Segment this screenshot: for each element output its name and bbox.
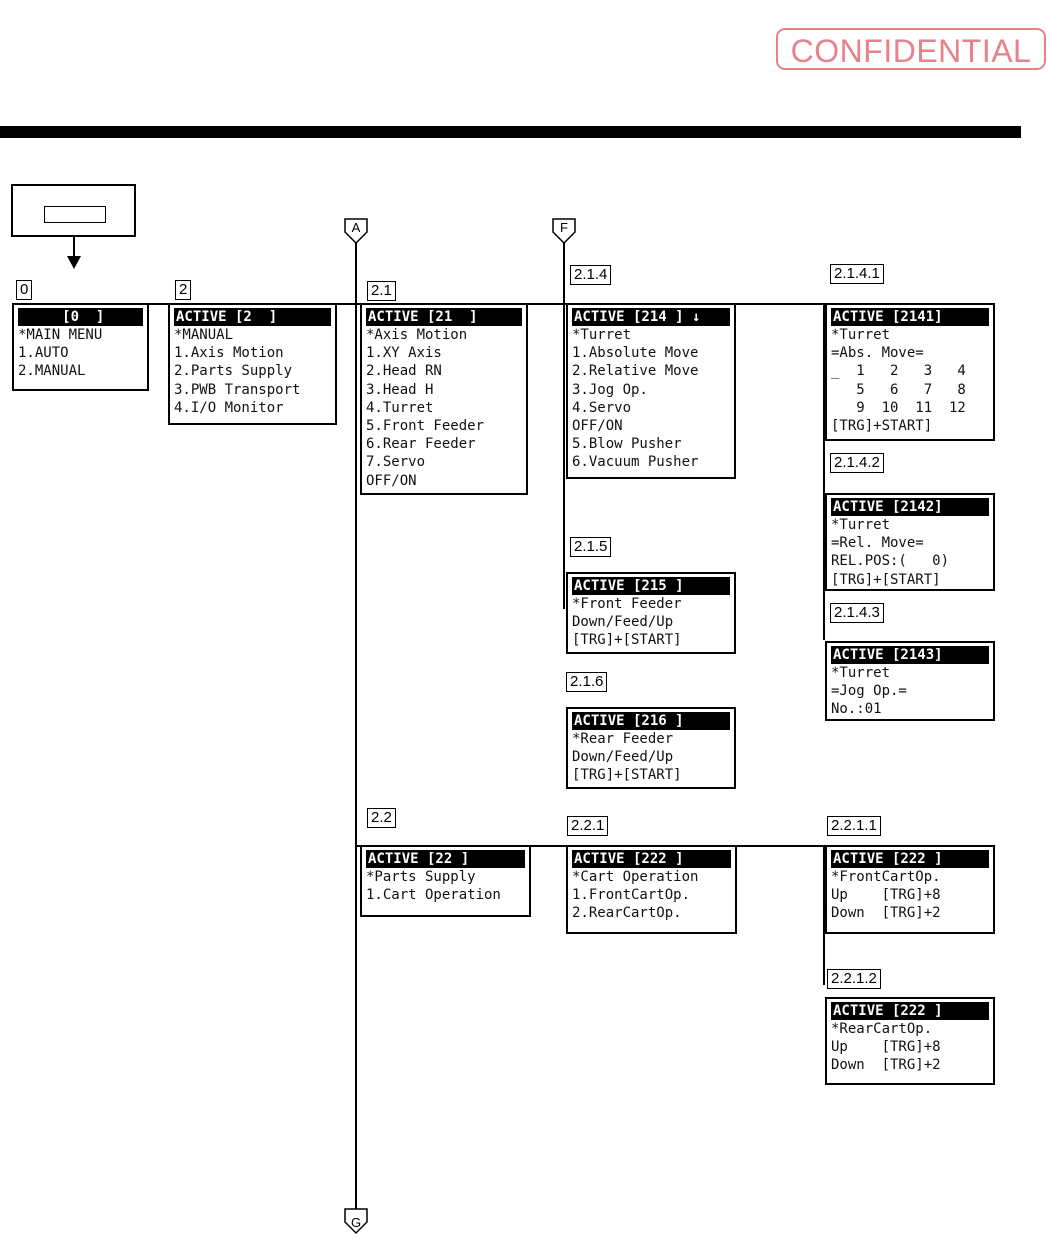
screen-header: ACTIVE [222 ] [572, 850, 731, 868]
section-label-2-2-1: 2.2.1 [567, 816, 608, 836]
screen-2-1-axis-motion [360, 303, 528, 495]
screen-header: ACTIVE [216 ] [572, 712, 730, 730]
screen-line: *MANUAL [174, 327, 234, 343]
screen-2-1-4-2-rel-move [825, 493, 995, 591]
screen-line: *RearCartOp. [831, 1021, 933, 1037]
down-arrow-icon [66, 255, 82, 271]
screen-2-1-5-front-feeder [566, 572, 736, 654]
section-label-2: 2 [175, 280, 191, 300]
screen-line: 3.PWB Transport [174, 381, 301, 398]
screen-line: REL.POS:( 0) [831, 553, 950, 570]
section-label-2-1-4-2: 2.1.4.2 [830, 453, 884, 473]
screen-header: [0 ] [18, 308, 143, 326]
section-label-2-2-1-2: 2.2.1.2 [827, 969, 881, 989]
screen-line: 1.AUTO [18, 345, 69, 362]
screen-line: 2.Head RN [366, 363, 442, 380]
screen-line: *Front Feeder [572, 596, 682, 612]
screen-2-1-4-1-abs-move [825, 303, 995, 441]
header-rule [0, 126, 1021, 138]
screen-line: *Rear Feeder [572, 731, 674, 747]
connector-f-icon [552, 218, 576, 244]
screen-line: *Turret [831, 665, 891, 681]
screen-line: 1.XY Axis [366, 345, 442, 362]
screen-line: [TRG]+START] [831, 417, 933, 434]
screen-line: Up [TRG]+8 [831, 887, 941, 904]
screen-line: 6.Rear Feeder [366, 436, 476, 453]
connector-g-icon [344, 1208, 368, 1235]
screen-line: 1.FrontCartOp. [572, 887, 691, 904]
screen-line: 2.MANUAL [18, 363, 86, 380]
screen-2-1-4-turret [566, 303, 736, 479]
screen-line: 5 6 7 8 [831, 381, 966, 398]
screen-line: 6.Vacuum Pusher [572, 454, 699, 471]
section-label-2-1-4-3: 2.1.4.3 [830, 603, 884, 623]
screen-line: *Turret [831, 517, 891, 533]
screen-line: 7.Servo [366, 454, 426, 471]
screen-2-1-4-3-jog-op [825, 641, 995, 721]
screen-line: 4.I/O Monitor [174, 399, 284, 416]
screen-header: ACTIVE [22 ] [366, 850, 525, 868]
screen-line: Down [TRG]+2 [831, 905, 941, 922]
screen-line: 1.Absolute Move [572, 345, 699, 362]
section-label-2-1-6: 2.1.6 [566, 672, 607, 692]
screen-line: Down/Feed/Up [572, 749, 674, 766]
section-label-2-1: 2.1 [367, 281, 396, 301]
section-label-2-2-1-1: 2.2.1.1 [827, 816, 881, 836]
screen-line: *Axis Motion [366, 327, 468, 343]
screen-line: =Abs. Move= [831, 345, 924, 362]
connector-a-icon [344, 218, 368, 244]
screen-header: ACTIVE [2 ] [174, 308, 331, 326]
screen-line: 2.Parts Supply [174, 363, 293, 380]
screen-2-2-1-cart-operation [566, 845, 737, 934]
section-label-2-1-4: 2.1.4 [570, 265, 611, 285]
screen-line: OFF/ON [572, 417, 623, 434]
connector-a-label: A [351, 220, 361, 235]
spine-f-line [563, 241, 565, 609]
screen-line: =Rel. Move= [831, 535, 924, 552]
screen-header: ACTIVE [21 ] [366, 308, 522, 326]
screen-line: *FrontCartOp. [831, 869, 941, 885]
screen-line: *Turret [831, 327, 891, 343]
screen-line: [TRG]+[START] [572, 632, 682, 649]
screen-line: 3.Jog Op. [572, 381, 648, 398]
connector-g-label: G [350, 1215, 362, 1230]
screen-line: [TRG]+[START] [572, 767, 682, 784]
screen-line: *MAIN MENU [18, 327, 103, 343]
screen-header: ACTIVE [2141] [831, 308, 989, 326]
screen-header: ACTIVE [2143] [831, 646, 989, 664]
section-label-2-2: 2.2 [367, 808, 396, 828]
screen-line: No.:01 [831, 701, 882, 718]
screen-header: ACTIVE [2142] [831, 498, 989, 516]
section-label-2-1-5: 2.1.5 [570, 537, 611, 557]
screen-2-2-1-2-rear-cart [825, 997, 995, 1085]
screen-line: 1.Axis Motion [174, 345, 284, 362]
screen-line: OFF/ON [366, 472, 417, 489]
screen-line: Down [TRG]+2 [831, 1057, 941, 1074]
screen-header: ACTIVE [214 ] ↓ [572, 308, 730, 326]
screen-line: Down/Feed/Up [572, 614, 674, 631]
screen-line: 4.Turret [366, 399, 434, 416]
screen-line: 5.Front Feeder [366, 417, 485, 434]
screen-line: [TRG]+[START] [831, 571, 941, 588]
start-box [11, 184, 136, 237]
screen-line: *Turret [572, 327, 632, 343]
screen-line: 2.Relative Move [572, 363, 699, 380]
screen-2-2-parts-supply [360, 845, 531, 917]
screen-0-main-menu [12, 303, 149, 391]
spine-a-line [355, 241, 357, 1210]
screen-header: ACTIVE [222 ] [831, 850, 989, 868]
screen-header: ACTIVE [215 ] [572, 577, 730, 595]
screen-line: *Cart Operation [572, 869, 699, 885]
screen-line: Up [TRG]+8 [831, 1039, 941, 1056]
screen-line: =Jog Op.= [831, 683, 907, 700]
screen-line: 9 10 11 12 [831, 399, 966, 416]
screen-line: *Parts Supply [366, 869, 476, 885]
connector-f-label: F [560, 220, 568, 235]
screen-line: 2.RearCartOp. [572, 905, 682, 922]
screen-line: 3.Head H [366, 381, 434, 398]
screen-header: ACTIVE [222 ] [831, 1002, 989, 1020]
screen-line: 5.Blow Pusher [572, 436, 682, 453]
screen-line: _ 1 2 3 4 [831, 363, 966, 380]
section-label-2-1-4-1: 2.1.4.1 [830, 264, 884, 284]
screen-2-manual [168, 303, 337, 425]
start-key [44, 206, 106, 223]
confidential-stamp: CONFIDENTIAL [776, 28, 1046, 70]
screen-line: 1.Cart Operation [366, 887, 501, 904]
screen-line: 4.Servo [572, 399, 632, 416]
screen-2-1-6-rear-feeder [566, 707, 736, 789]
screen-2-2-1-1-front-cart [825, 845, 995, 934]
section-label-0: 0 [16, 280, 32, 300]
